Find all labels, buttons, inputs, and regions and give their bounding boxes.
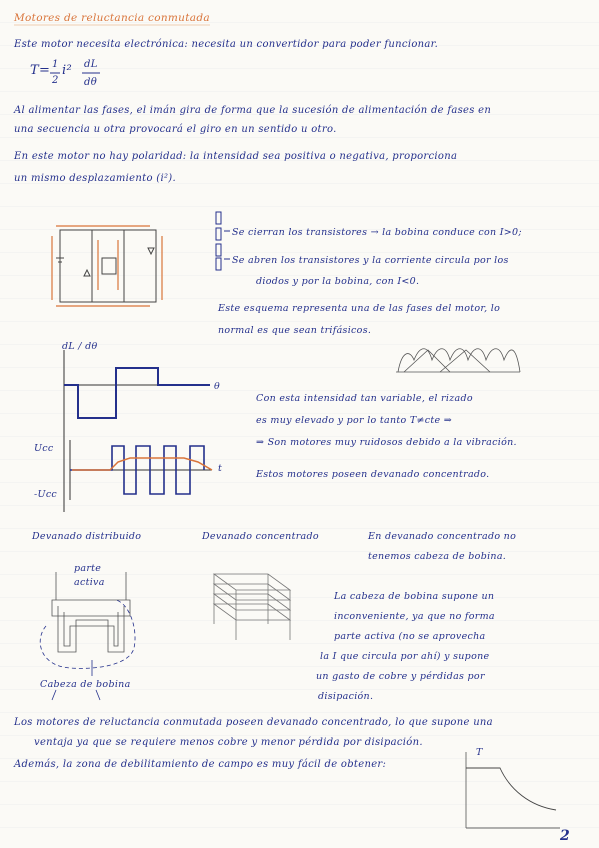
dl-dtheta-curve (64, 368, 210, 418)
circuit-current-arrows (52, 226, 162, 306)
graph-note-1: Con esta intensidad tan variable, el rizado (256, 393, 473, 404)
formula-dl: dL (84, 59, 98, 70)
graph-x-label: θ (214, 381, 221, 392)
graph-note-4: Estos motores poseen devanado concentrado. (256, 469, 490, 480)
conclusion-line-3: Además, la zona de debilitamiento de campo es muy fácil de obtener: (14, 759, 387, 770)
intro-text: Este motor necesita electrónica: necesita un convertidor para poder funcionar. (14, 39, 439, 50)
concentrated-winding-drawing (214, 574, 290, 640)
formula-dtheta: dθ (84, 77, 98, 88)
formula-half-den: 2 (52, 75, 59, 86)
conclusion-line-1: Los motores de reluctancia conmutada poseen devanado concentrado, lo que supone una (14, 717, 493, 728)
torque-ripple-sketch (396, 349, 520, 372)
coil-head-note-1: La cabeza de bobina supone un (334, 591, 495, 602)
diode-icon-2 (84, 270, 90, 276)
current-curve (72, 458, 212, 470)
torque-speed-curve (466, 768, 556, 810)
conclusion-line-2: ventaja ya que se requiere menos cobre y menor pérdida por disipación. (34, 737, 423, 748)
circuit-outline (60, 230, 156, 302)
coil-head-note-6: disipación. (318, 691, 374, 702)
page-title: Motores de reluctancia conmutada (14, 12, 210, 24)
graph-note-3: ⇒ Son motores muy ruidosos debido a la vibración. (256, 437, 517, 448)
active-part-label-2: activa (74, 577, 105, 588)
circuit-note-2: Se abren los transistores y la corriente circula por los (232, 255, 509, 266)
paragraph-1-line-1: Al alimentar las fases, el imán gira de forma que la sucesión de alimentación de fases en (14, 105, 492, 116)
paragraph-2-line-1: En este motor no hay polaridad: la intensidad sea positiva o negativa, proporciona (14, 151, 458, 162)
ucc-top-label: Ucc (34, 443, 54, 454)
coil-head-label: Cabeza de bobina (40, 679, 131, 690)
formula-lhs: T= (30, 63, 51, 78)
inductance-current-graph (64, 350, 212, 512)
note-markers (216, 212, 230, 270)
graph-y-label: dL / dθ (62, 341, 98, 352)
page-number: 2 (560, 828, 571, 844)
diode-icon-1 (148, 248, 154, 254)
graph-t-label: t (218, 463, 223, 474)
formula-i-squared: i² (62, 63, 72, 78)
active-part-label-1: parte (74, 563, 102, 574)
winding-note-1: En devanado concentrado no (368, 531, 517, 542)
coil-head-note-3: parte activa (no se aprovecha (334, 631, 486, 642)
circuit-note-1: Se cierran los transistores → la bobina conduce con I>0; (232, 227, 522, 238)
circuit-caption-1: Este esquema representa una de las fases del motor, lo (218, 303, 501, 314)
coil-head-note-2: inconveniente, ya que no forma (334, 611, 495, 622)
graph-note-2: es muy elevado y por lo tanto T≠cte ⇒ (256, 415, 452, 426)
small-graph-t-label: T (476, 747, 483, 758)
formula-half-num: 1 (52, 59, 59, 70)
ucc-bottom-label: -Ucc (34, 489, 58, 500)
coil-head-note-5: un gasto de cobre y pérdidas por (316, 671, 485, 682)
circuit-coil (102, 258, 116, 274)
concentrated-winding-label: Devanado concentrado (202, 531, 319, 542)
distributed-winding-label: Devanado distribuido (32, 531, 142, 542)
winding-note-2: tenemos cabeza de bobina. (368, 551, 507, 562)
circuit-note-3: diodos y por la bobina, con I<0. (256, 276, 420, 287)
distributed-winding-drawing (40, 572, 135, 700)
paragraph-2-line-2: un mismo desplazamiento (i²). (14, 173, 176, 184)
converter-circuit-diagram (56, 230, 156, 302)
paragraph-1-line-2: una secuencia u otra provocará el giro en un sentido u otro. (14, 124, 337, 135)
coil-head-note-4: la I que circula por ahí) y supone (320, 651, 490, 662)
circuit-caption-2: normal es que sean trifásicos. (218, 325, 372, 336)
field-weakening-graph (466, 752, 560, 828)
